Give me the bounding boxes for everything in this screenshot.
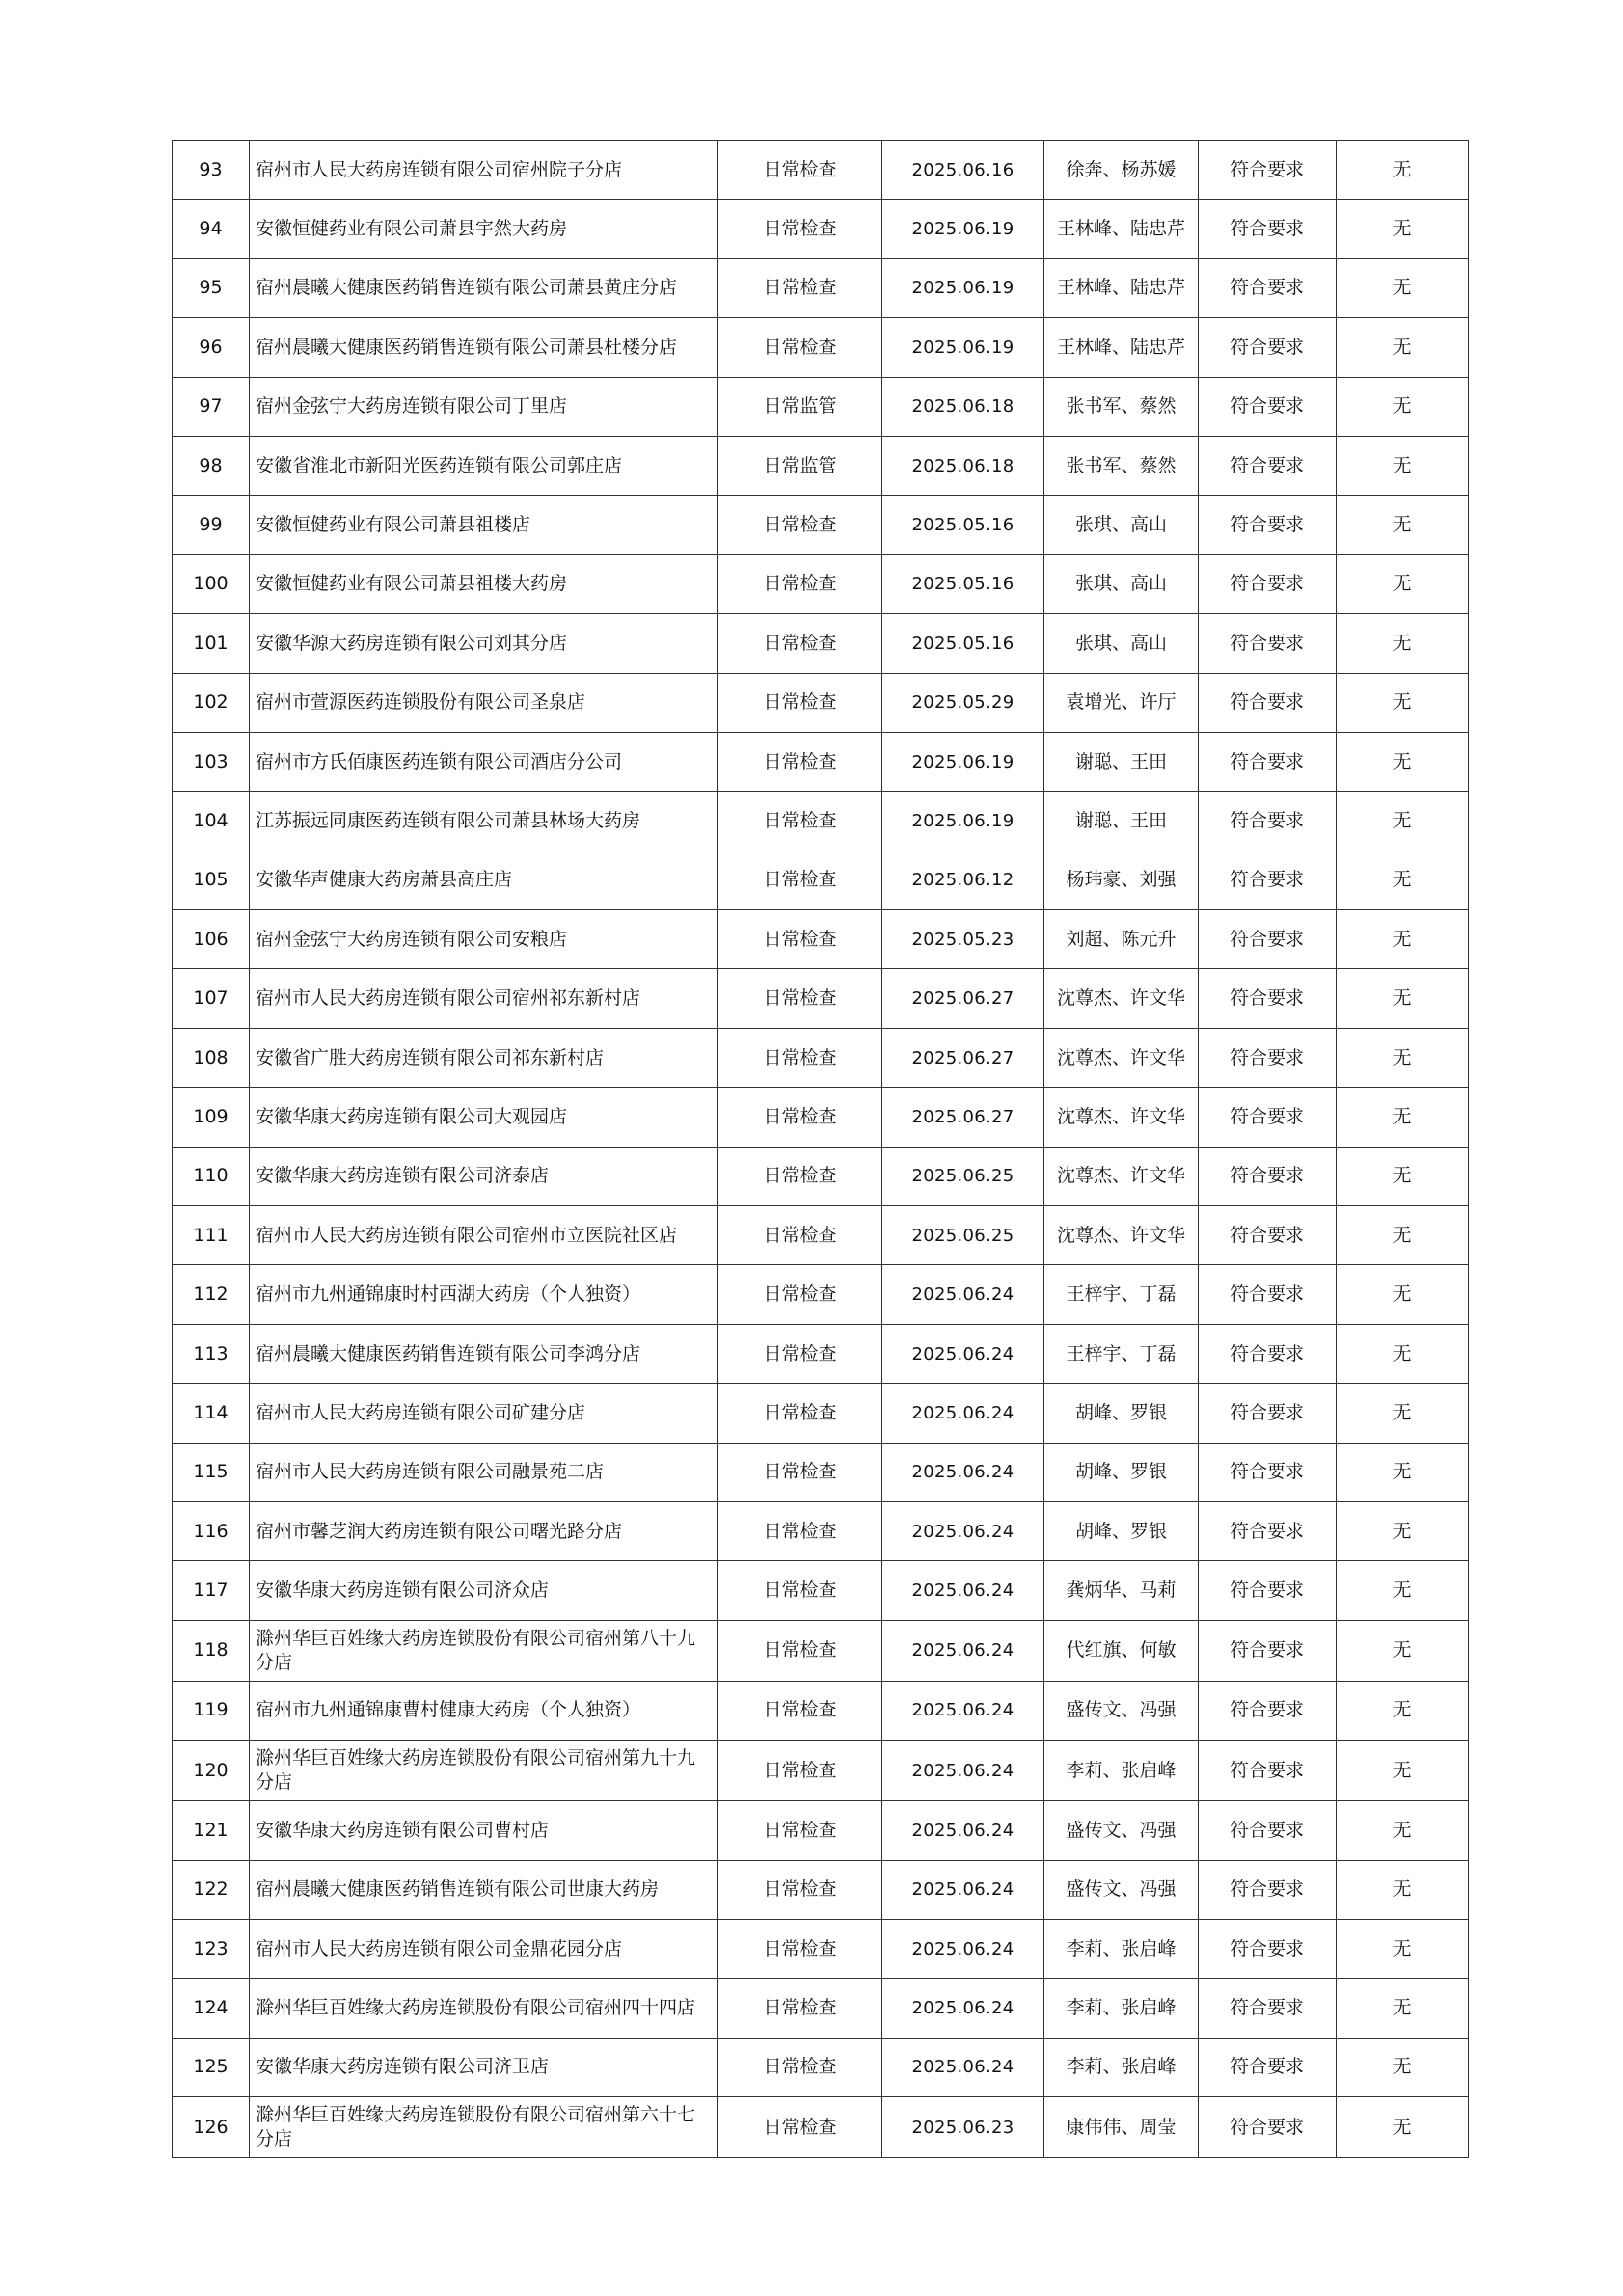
cell-inspection-type: 日常监管 [718,436,882,495]
cell-date: 2025.05.16 [882,614,1044,673]
cell-result: 符合要求 [1199,851,1337,909]
cell-number: 124 [173,1979,250,2038]
cell-inspection-type: 日常检查 [718,2038,882,2096]
table-row [173,673,1469,732]
cell-date: 2025.06.24 [882,1501,1044,1560]
cell-problem: 无 [1337,969,1469,1028]
table-row [173,436,1469,495]
cell-problem: 无 [1337,614,1469,673]
cell-inspectors: 王林峰、陆忠芹 [1044,318,1199,377]
cell-problem: 无 [1337,1206,1469,1265]
table-row [173,614,1469,673]
cell-date: 2025.06.24 [882,1801,1044,1860]
cell-inspectors: 沈尊杰、许文华 [1044,969,1199,1028]
cell-inspectors: 张琪、高山 [1044,554,1199,613]
table-row [173,1561,1469,1620]
cell-number: 121 [173,1801,250,1860]
cell-problem: 无 [1337,1147,1469,1205]
cell-date: 2025.06.18 [882,436,1044,495]
cell-result: 符合要求 [1199,436,1337,495]
cell-inspection-type: 日常检查 [718,1088,882,1147]
cell-inspectors: 杨玮豪、刘强 [1044,851,1199,909]
cell-number: 123 [173,1919,250,1978]
cell-date: 2025.06.27 [882,969,1044,1028]
cell-inspection-type: 日常检查 [718,1801,882,1860]
cell-date: 2025.06.27 [882,1028,1044,1087]
cell-result: 符合要求 [1199,1801,1337,1860]
cell-inspection-type: 日常检查 [718,614,882,673]
cell-result: 符合要求 [1199,200,1337,258]
cell-number: 94 [173,200,250,258]
cell-number: 122 [173,1860,250,1919]
cell-problem: 无 [1337,673,1469,732]
table-row [173,2097,1469,2158]
cell-result: 符合要求 [1199,1443,1337,1501]
cell-result: 符合要求 [1199,1265,1337,1324]
cell-date: 2025.06.19 [882,258,1044,317]
cell-inspectors: 徐奔、杨苏媛 [1044,141,1199,200]
cell-store-name: 安徽省淮北市新阳光医药连锁有限公司郭庄店 [250,436,718,495]
cell-result: 符合要求 [1199,1147,1337,1205]
cell-problem: 无 [1337,1265,1469,1324]
cell-number: 111 [173,1206,250,1265]
cell-store-name: 宿州金弦宁大药房连锁有限公司安粮店 [250,910,718,969]
cell-result: 符合要求 [1199,1681,1337,1740]
cell-inspectors: 沈尊杰、许文华 [1044,1206,1199,1265]
table-row [173,1979,1469,2038]
cell-result: 符合要求 [1199,318,1337,377]
cell-date: 2025.06.24 [882,1443,1044,1501]
cell-inspectors: 王林峰、陆忠芹 [1044,258,1199,317]
cell-number: 114 [173,1384,250,1443]
cell-inspectors: 胡峰、罗银 [1044,1384,1199,1443]
cell-number: 120 [173,1741,250,1801]
cell-inspectors: 康伟伟、周莹 [1044,2097,1199,2158]
table-row [173,200,1469,258]
cell-number: 97 [173,377,250,436]
cell-store-name: 宿州市人民大药房连锁有限公司融景苑二店 [250,1443,718,1501]
cell-store-name: 安徽华康大药房连锁有限公司济众店 [250,1561,718,1620]
cell-result: 符合要求 [1199,258,1337,317]
cell-store-name: 安徽恒健药业有限公司萧县祖楼店 [250,496,718,554]
cell-inspectors: 龚炳华、马莉 [1044,1561,1199,1620]
cell-number: 99 [173,496,250,554]
cell-inspectors: 盛传文、冯强 [1044,1860,1199,1919]
cell-inspection-type: 日常检查 [718,200,882,258]
cell-result: 符合要求 [1199,1919,1337,1978]
cell-result: 符合要求 [1199,1206,1337,1265]
cell-result: 符合要求 [1199,1088,1337,1147]
cell-date: 2025.06.12 [882,851,1044,909]
table-row [173,496,1469,554]
cell-store-name: 安徽华康大药房连锁有限公司曹村店 [250,1801,718,1860]
cell-inspection-type: 日常检查 [718,2097,882,2158]
cell-number: 104 [173,792,250,851]
cell-inspection-type: 日常检查 [718,1561,882,1620]
table-row [173,141,1469,200]
cell-inspectors: 代红旗、何敏 [1044,1620,1199,1681]
cell-result: 符合要求 [1199,141,1337,200]
cell-result: 符合要求 [1199,1028,1337,1087]
cell-number: 113 [173,1324,250,1383]
cell-number: 112 [173,1265,250,1324]
table-row [173,910,1469,969]
cell-inspection-type: 日常检查 [718,1620,882,1681]
cell-inspectors: 张书军、蔡然 [1044,377,1199,436]
cell-store-name: 宿州晨曦大健康医药销售连锁有限公司萧县黄庄分店 [250,258,718,317]
cell-inspectors: 李莉、张启峰 [1044,1979,1199,2038]
table-row [173,1384,1469,1443]
cell-store-name: 宿州市九州通锦康时村西湖大药房（个人独资） [250,1265,718,1324]
cell-inspectors: 王梓宇、丁磊 [1044,1265,1199,1324]
cell-number: 108 [173,1028,250,1087]
cell-date: 2025.06.24 [882,1620,1044,1681]
cell-store-name: 宿州市人民大药房连锁有限公司矿建分店 [250,1384,718,1443]
cell-number: 125 [173,2038,250,2096]
cell-problem: 无 [1337,1088,1469,1147]
cell-inspectors: 盛传文、冯强 [1044,1801,1199,1860]
cell-store-name: 安徽华康大药房连锁有限公司济泰店 [250,1147,718,1205]
cell-inspectors: 张琪、高山 [1044,614,1199,673]
cell-number: 115 [173,1443,250,1501]
cell-number: 109 [173,1088,250,1147]
cell-inspection-type: 日常检查 [718,1147,882,1205]
cell-problem: 无 [1337,851,1469,909]
cell-result: 符合要求 [1199,377,1337,436]
cell-result: 符合要求 [1199,1741,1337,1801]
table-row [173,1443,1469,1501]
cell-problem: 无 [1337,1443,1469,1501]
table-row [173,1801,1469,1860]
cell-store-name: 宿州市馨芝润大药房连锁有限公司曙光路分店 [250,1501,718,1560]
cell-result: 符合要求 [1199,2097,1337,2158]
cell-store-name: 滁州华巨百姓缘大药房连锁股份有限公司宿州四十四店 [250,1979,718,2038]
cell-date: 2025.06.27 [882,1088,1044,1147]
cell-store-name: 安徽恒健药业有限公司萧县祖楼大药房 [250,554,718,613]
cell-number: 96 [173,318,250,377]
cell-date: 2025.06.24 [882,1741,1044,1801]
cell-problem: 无 [1337,318,1469,377]
cell-number: 93 [173,141,250,200]
cell-problem: 无 [1337,1860,1469,1919]
cell-inspectors: 胡峰、罗银 [1044,1501,1199,1560]
cell-problem: 无 [1337,496,1469,554]
cell-result: 符合要求 [1199,1501,1337,1560]
cell-number: 117 [173,1561,250,1620]
cell-result: 符合要求 [1199,2038,1337,2096]
cell-problem: 无 [1337,1979,1469,2038]
cell-inspection-type: 日常检查 [718,1501,882,1560]
cell-store-name: 宿州晨曦大健康医药销售连锁有限公司世康大药房 [250,1860,718,1919]
cell-number: 98 [173,436,250,495]
cell-problem: 无 [1337,1741,1469,1801]
cell-number: 105 [173,851,250,909]
table-body [173,141,1469,2158]
cell-problem: 无 [1337,2097,1469,2158]
cell-result: 符合要求 [1199,673,1337,732]
cell-store-name: 宿州市人民大药房连锁有限公司金鼎花园分店 [250,1919,718,1978]
cell-date: 2025.06.23 [882,2097,1044,2158]
cell-inspectors: 谢聪、王田 [1044,792,1199,851]
cell-store-name: 安徽华源大药房连锁有限公司刘其分店 [250,614,718,673]
cell-inspection-type: 日常检查 [718,258,882,317]
cell-result: 符合要求 [1199,1620,1337,1681]
table-row [173,792,1469,851]
cell-result: 符合要求 [1199,554,1337,613]
cell-inspection-type: 日常检查 [718,1265,882,1324]
cell-problem: 无 [1337,1501,1469,1560]
table-row [173,377,1469,436]
cell-store-name: 宿州市人民大药房连锁有限公司宿州院子分店 [250,141,718,200]
cell-date: 2025.06.24 [882,1324,1044,1383]
cell-date: 2025.06.24 [882,1561,1044,1620]
cell-date: 2025.06.24 [882,1860,1044,1919]
cell-inspectors: 刘超、陈元升 [1044,910,1199,969]
cell-number: 100 [173,554,250,613]
table-row [173,258,1469,317]
cell-problem: 无 [1337,1919,1469,1978]
cell-inspection-type: 日常检查 [718,318,882,377]
cell-number: 119 [173,1681,250,1740]
cell-inspectors: 王梓宇、丁磊 [1044,1324,1199,1383]
cell-store-name: 宿州市九州通锦康曹村健康大药房（个人独资） [250,1681,718,1740]
cell-inspection-type: 日常检查 [718,732,882,791]
cell-inspection-type: 日常检查 [718,1741,882,1801]
cell-problem: 无 [1337,141,1469,200]
cell-inspectors: 李莉、张启峰 [1044,1741,1199,1801]
cell-inspectors: 袁增光、许厅 [1044,673,1199,732]
cell-date: 2025.06.19 [882,318,1044,377]
cell-inspection-type: 日常检查 [718,969,882,1028]
cell-date: 2025.06.19 [882,792,1044,851]
cell-date: 2025.05.23 [882,910,1044,969]
cell-inspectors: 张琪、高山 [1044,496,1199,554]
table-row [173,1681,1469,1740]
table-row [173,1206,1469,1265]
cell-store-name: 安徽华康大药房连锁有限公司济卫店 [250,2038,718,2096]
cell-date: 2025.05.29 [882,673,1044,732]
cell-number: 103 [173,732,250,791]
cell-date: 2025.05.16 [882,554,1044,613]
cell-problem: 无 [1337,910,1469,969]
cell-inspectors: 王林峰、陆忠芹 [1044,200,1199,258]
cell-inspection-type: 日常检查 [718,1860,882,1919]
cell-inspectors: 沈尊杰、许文华 [1044,1088,1199,1147]
cell-number: 102 [173,673,250,732]
cell-result: 符合要求 [1199,1860,1337,1919]
cell-number: 126 [173,2097,250,2158]
cell-problem: 无 [1337,1028,1469,1087]
table-row [173,2038,1469,2096]
cell-number: 118 [173,1620,250,1681]
cell-number: 101 [173,614,250,673]
table-row [173,318,1469,377]
cell-problem: 无 [1337,1801,1469,1860]
cell-date: 2025.06.16 [882,141,1044,200]
cell-store-name: 安徽华声健康大药房萧县高庄店 [250,851,718,909]
table-row [173,851,1469,909]
cell-problem: 无 [1337,1324,1469,1383]
cell-inspection-type: 日常检查 [718,851,882,909]
table-row [173,1088,1469,1147]
cell-inspection-type: 日常检查 [718,141,882,200]
cell-inspection-type: 日常检查 [718,496,882,554]
cell-inspectors: 张书军、蔡然 [1044,436,1199,495]
cell-result: 符合要求 [1199,1384,1337,1443]
cell-problem: 无 [1337,436,1469,495]
cell-store-name: 宿州市人民大药房连锁有限公司宿州祁东新村店 [250,969,718,1028]
table-row [173,1620,1469,1681]
cell-number: 95 [173,258,250,317]
cell-store-name: 宿州市萱源医药连锁股份有限公司圣泉店 [250,673,718,732]
cell-result: 符合要求 [1199,910,1337,969]
cell-date: 2025.06.24 [882,1979,1044,2038]
cell-inspection-type: 日常检查 [718,1384,882,1443]
table-row [173,1501,1469,1560]
cell-date: 2025.06.25 [882,1206,1044,1265]
cell-problem: 无 [1337,554,1469,613]
cell-number: 106 [173,910,250,969]
cell-result: 符合要求 [1199,614,1337,673]
cell-result: 符合要求 [1199,496,1337,554]
cell-date: 2025.06.25 [882,1147,1044,1205]
cell-inspection-type: 日常检查 [718,792,882,851]
cell-problem: 无 [1337,258,1469,317]
cell-inspection-type: 日常检查 [718,1443,882,1501]
cell-problem: 无 [1337,377,1469,436]
cell-store-name: 宿州市方氏佰康医药连锁有限公司酒店分公司 [250,732,718,791]
cell-store-name: 安徽华康大药房连锁有限公司大观园店 [250,1088,718,1147]
cell-inspection-type: 日常检查 [718,1206,882,1265]
cell-store-name: 滁州华巨百姓缘大药房连锁股份有限公司宿州第八十九分店 [250,1620,718,1681]
cell-store-name: 安徽恒健药业有限公司萧县宇然大药房 [250,200,718,258]
cell-result: 符合要求 [1199,732,1337,791]
cell-number: 107 [173,969,250,1028]
cell-inspection-type: 日常检查 [718,673,882,732]
cell-inspectors: 盛传文、冯强 [1044,1681,1199,1740]
table-row [173,1860,1469,1919]
cell-inspectors: 李莉、张启峰 [1044,2038,1199,2096]
cell-date: 2025.05.16 [882,496,1044,554]
table-row [173,554,1469,613]
table-row [173,1919,1469,1978]
cell-store-name: 宿州晨曦大健康医药销售连锁有限公司李鸿分店 [250,1324,718,1383]
cell-inspection-type: 日常监管 [718,377,882,436]
cell-problem: 无 [1337,1561,1469,1620]
cell-inspectors: 胡峰、罗银 [1044,1443,1199,1501]
cell-inspectors: 沈尊杰、许文华 [1044,1147,1199,1205]
table-row [173,1147,1469,1205]
cell-store-name: 宿州金弦宁大药房连锁有限公司丁里店 [250,377,718,436]
cell-date: 2025.06.24 [882,1919,1044,1978]
cell-inspection-type: 日常检查 [718,910,882,969]
table-row [173,1741,1469,1801]
cell-date: 2025.06.19 [882,732,1044,791]
cell-store-name: 滁州华巨百姓缘大药房连锁股份有限公司宿州第九十九分店 [250,1741,718,1801]
cell-inspection-type: 日常检查 [718,1979,882,2038]
cell-problem: 无 [1337,1620,1469,1681]
cell-result: 符合要求 [1199,969,1337,1028]
cell-problem: 无 [1337,2038,1469,2096]
inspection-table [172,140,1469,2158]
cell-problem: 无 [1337,200,1469,258]
cell-store-name: 宿州晨曦大健康医药销售连锁有限公司萧县杜楼分店 [250,318,718,377]
table-row [173,1028,1469,1087]
cell-problem: 无 [1337,1384,1469,1443]
cell-date: 2025.06.24 [882,1384,1044,1443]
table-row [173,969,1469,1028]
table-row [173,732,1469,791]
cell-store-name: 江苏振远同康医药连锁有限公司萧县林场大药房 [250,792,718,851]
cell-result: 符合要求 [1199,1324,1337,1383]
cell-result: 符合要求 [1199,1561,1337,1620]
cell-inspection-type: 日常检查 [718,554,882,613]
cell-inspection-type: 日常检查 [718,1324,882,1383]
cell-store-name: 宿州市人民大药房连锁有限公司宿州市立医院社区店 [250,1206,718,1265]
cell-date: 2025.06.18 [882,377,1044,436]
cell-store-name: 安徽省广胜大药房连锁有限公司祁东新村店 [250,1028,718,1087]
cell-problem: 无 [1337,732,1469,791]
cell-problem: 无 [1337,1681,1469,1740]
cell-inspectors: 沈尊杰、许文华 [1044,1028,1199,1087]
cell-date: 2025.06.24 [882,1681,1044,1740]
cell-date: 2025.06.19 [882,200,1044,258]
cell-result: 符合要求 [1199,1979,1337,2038]
cell-result: 符合要求 [1199,792,1337,851]
cell-inspectors: 李莉、张启峰 [1044,1919,1199,1978]
cell-number: 116 [173,1501,250,1560]
cell-date: 2025.06.24 [882,2038,1044,2096]
cell-inspection-type: 日常检查 [718,1681,882,1740]
cell-date: 2025.06.24 [882,1265,1044,1324]
cell-inspection-type: 日常检查 [718,1028,882,1087]
cell-inspection-type: 日常检查 [718,1919,882,1978]
table-row [173,1324,1469,1383]
table-row [173,1265,1469,1324]
cell-problem: 无 [1337,792,1469,851]
cell-inspectors: 谢聪、王田 [1044,732,1199,791]
cell-store-name: 滁州华巨百姓缘大药房连锁股份有限公司宿州第六十七分店 [250,2097,718,2158]
cell-number: 110 [173,1147,250,1205]
